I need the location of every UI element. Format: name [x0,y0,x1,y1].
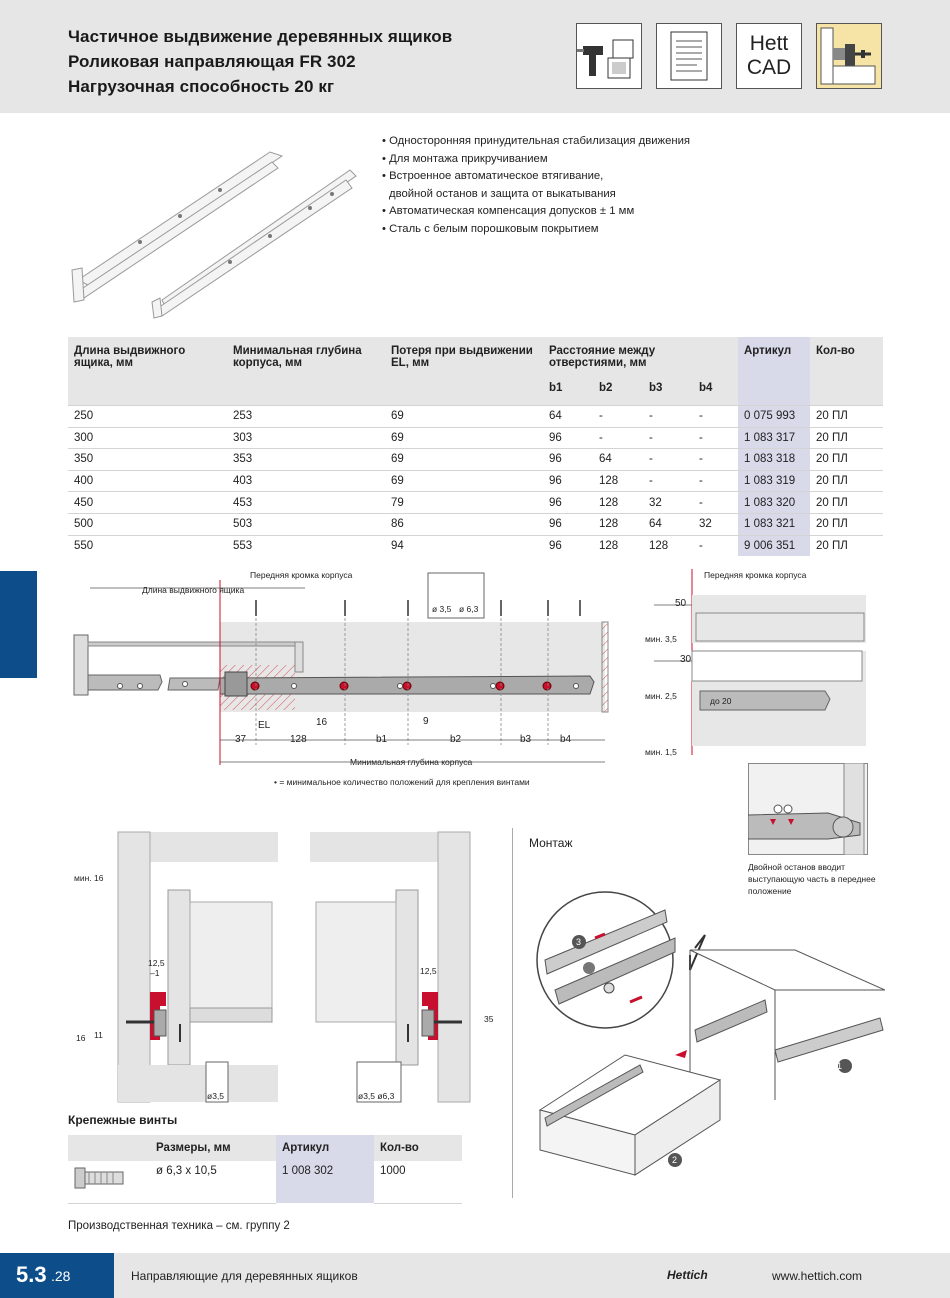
table-cell: 1 083 317 [738,427,810,449]
table-cell: - [643,427,693,449]
table-cell: - [693,470,738,492]
dim-9: 9 [423,716,429,727]
table-cell: 553 [227,535,385,556]
table-cell: 9 006 351 [738,535,810,556]
table-cell: 500 [68,513,227,535]
table-row [68,427,883,449]
dim-b1: b1 [376,734,388,745]
table-row [68,406,883,428]
table-cell: 96 [543,492,593,514]
table-cell: 64 [593,449,643,471]
montage-step-3: 3 [576,937,582,947]
production-note: Производственная техника – см. группу 2 [68,1220,290,1232]
runner-dimension-drawing [60,560,620,795]
table-cell: 20 ПЛ [810,427,883,449]
col-length-header: Длина выдвижного ящика, мм [74,345,186,369]
table-row [68,449,883,471]
feature-item: • Встроенное автоматическое втягивание, [382,170,604,182]
table-cell: 128 [593,535,643,556]
dim-b4: b4 [560,734,572,745]
table-cell: 450 [68,492,227,514]
hettcad-icon[interactable] [736,23,802,89]
dim-11: 11 [94,1030,103,1040]
dim-30: 30 [680,654,692,665]
table-cell: 86 [385,513,543,535]
screw-article: 1 008 302 [276,1161,374,1203]
page-number-box [0,1253,114,1298]
front-edge-label-2: Передняя кромка корпуса [704,570,807,580]
feature-item: • Автоматическая компенсация допусков ± 1 мм [382,205,635,217]
table-cell: 1 083 319 [738,470,810,492]
table-cell: 128 [593,492,643,514]
drill-assembly-icon[interactable] [576,23,642,89]
feature-item: • Сталь с белым порошковым покрытием [382,222,599,235]
montage-title: Монтаж [529,836,573,850]
screw-label-a: ø3,5 [207,1091,225,1101]
montage-divider [512,828,513,1198]
table-cell: 69 [385,449,543,471]
dim-37: 37 [235,734,247,745]
col-loss-header: Потеря при выдвижении EL, мм [391,345,533,369]
table-cell: 20 ПЛ [810,470,883,492]
drawer-length-label: Длина выдвижного ящика [142,585,245,595]
table-cell: 350 [68,449,227,471]
dim-min-16: мин. 16 [74,873,104,883]
table-cell: 32 [693,513,738,535]
table-cell: 69 [385,470,543,492]
table-cell: - [643,470,693,492]
col-b4-header: b4 [699,382,713,394]
table-cell: 20 ПЛ [810,449,883,471]
dim-16-left: 16 [76,1033,86,1043]
title-line-1: Частичное выдвижение деревянных ящиков [68,27,453,46]
col-holes-header: Расстояние между отверстиями, мм [549,345,656,369]
table-cell: 64 [543,406,593,428]
table-cell: 1 083 321 [738,513,810,535]
feature-list [382,133,690,238]
table-cell: 69 [385,427,543,449]
table-cell: 20 ПЛ [810,513,883,535]
dim-50: 50 [675,598,687,609]
euro-screw-icon [69,1162,129,1192]
table-cell: 79 [385,492,543,514]
screw-label-b: ø3,5 ø6,3 [358,1091,395,1101]
table-cell: 250 [68,406,227,428]
table-cell: - [693,406,738,428]
dim-16: 16 [316,717,328,728]
front-edge-detail-drawing [640,565,880,760]
col-b2-header: b2 [599,382,613,394]
screws-table [68,1135,462,1204]
footer-section-title: Направляющие для деревянных ящиков [131,1269,358,1283]
page-number-major: 5.3 [16,1262,47,1287]
col-qty-header: Кол-во [816,345,855,357]
runner-specs-table [68,337,883,556]
document-icon[interactable] [656,23,722,89]
dim-128: 128 [290,734,307,745]
hettcad-line2: CAD [746,56,792,79]
runner-product-image [70,140,360,320]
screw-size-small: ø 3,5 [432,604,452,614]
montage-step-2: 2 [672,1155,678,1165]
dim-12-5-left: 12,5 [148,958,165,968]
page-header [0,0,950,113]
dim-35: 35 [484,1014,494,1024]
col-b1-header: b1 [549,382,563,394]
screws-title: Крепежные винты [68,1113,178,1127]
table-cell: 20 ПЛ [810,492,883,514]
montage-step-1: 1 [837,1061,843,1071]
table-cell: 1 083 318 [738,449,810,471]
table-cell: 20 ПЛ [810,406,883,428]
footnote: • = минимальное количество положений для крепления винтами [274,777,530,787]
col-b3-header: b3 [649,382,663,394]
dim-minus-1: –1 [150,968,160,978]
title-line-3: Нагрузочная способность 20 кг [68,77,335,96]
table-row [68,535,883,556]
dim-b3: b3 [520,734,532,745]
table-cell: - [693,535,738,556]
table-cell: - [693,427,738,449]
table-cell: - [693,449,738,471]
dim-up-to-20: до 20 [710,696,732,706]
table-row [68,492,883,514]
col-article-header: Артикул [738,337,810,406]
table-cell: - [593,406,643,428]
table-cell: 20 ПЛ [810,535,883,556]
table-cell: - [643,406,693,428]
table-cell: 403 [227,470,385,492]
table-cell: 128 [643,535,693,556]
section-side-tab [0,571,37,678]
table-cell: 300 [68,427,227,449]
dim-el: EL [258,720,271,731]
feature-item: двойной останов и защита от выкатывания [389,187,616,200]
dim-b2: b2 [450,734,462,745]
table-cell: 96 [543,513,593,535]
screws-col-article: Артикул [276,1135,374,1161]
table-cell: 503 [227,513,385,535]
table-cell: 253 [227,406,385,428]
table-cell: 400 [68,470,227,492]
col-depth-header: Минимальная глубина корпуса, мм [233,345,362,369]
screw-qty: 1000 [374,1161,462,1203]
table-cell: 353 [227,449,385,471]
feature-item: • Односторонняя принудительная стабилизация движения [382,135,691,147]
table-cell: 96 [543,427,593,449]
dim-12-5-right: 12,5 [420,966,437,976]
table-cell: 0 075 993 [738,406,810,428]
table-cell: 32 [643,492,693,514]
table-cell: 96 [543,449,593,471]
dim-min-1-5: мин. 1,5 [645,747,677,757]
feature-item: • Для монтажа прикручиванием [382,152,548,165]
table-cell: - [693,492,738,514]
table-cell: 453 [227,492,385,514]
front-edge-label: Передняя кромка корпуса [250,570,353,580]
screw-size-large: ø 6,3 [459,604,479,614]
hettcad-line1: Hett [749,32,789,55]
table-cell: 96 [543,470,593,492]
table-row [68,470,883,492]
title-line-2: Роликовая направляющая FR 302 [68,52,356,71]
table-cell: 64 [643,513,693,535]
double-stop-caption: Двойной останов вводит выступающую часть в переднее положение [748,862,876,896]
table-cell: 303 [227,427,385,449]
table-cell: 96 [543,535,593,556]
screw-size: ø 6,3 x 10,5 [150,1161,276,1203]
brand-logo[interactable]: Hettich [667,1268,708,1282]
min-depth-label: Минимальная глубина корпуса [350,757,473,767]
table-cell: 69 [385,406,543,428]
table-cell: 1 083 320 [738,492,810,514]
table-row [68,513,883,535]
page-number-minor: .28 [51,1268,71,1284]
table-cell: 128 [593,470,643,492]
website-link[interactable]: www.hettich.com [772,1269,863,1283]
double-stop-detail [748,763,868,855]
table-cell: 550 [68,535,227,556]
screws-col-qty: Кол-во [380,1142,419,1154]
dim-min-3-5: мин. 3,5 [645,634,677,644]
table-cell: - [643,449,693,471]
table-cell: 94 [385,535,543,556]
table-cell: 128 [593,513,643,535]
screws-col-size: Размеры, мм [156,1142,231,1154]
dim-min-2-5: мин. 2,5 [645,691,677,701]
table-cell: - [593,427,643,449]
mounting-screw-icon[interactable] [816,23,882,89]
